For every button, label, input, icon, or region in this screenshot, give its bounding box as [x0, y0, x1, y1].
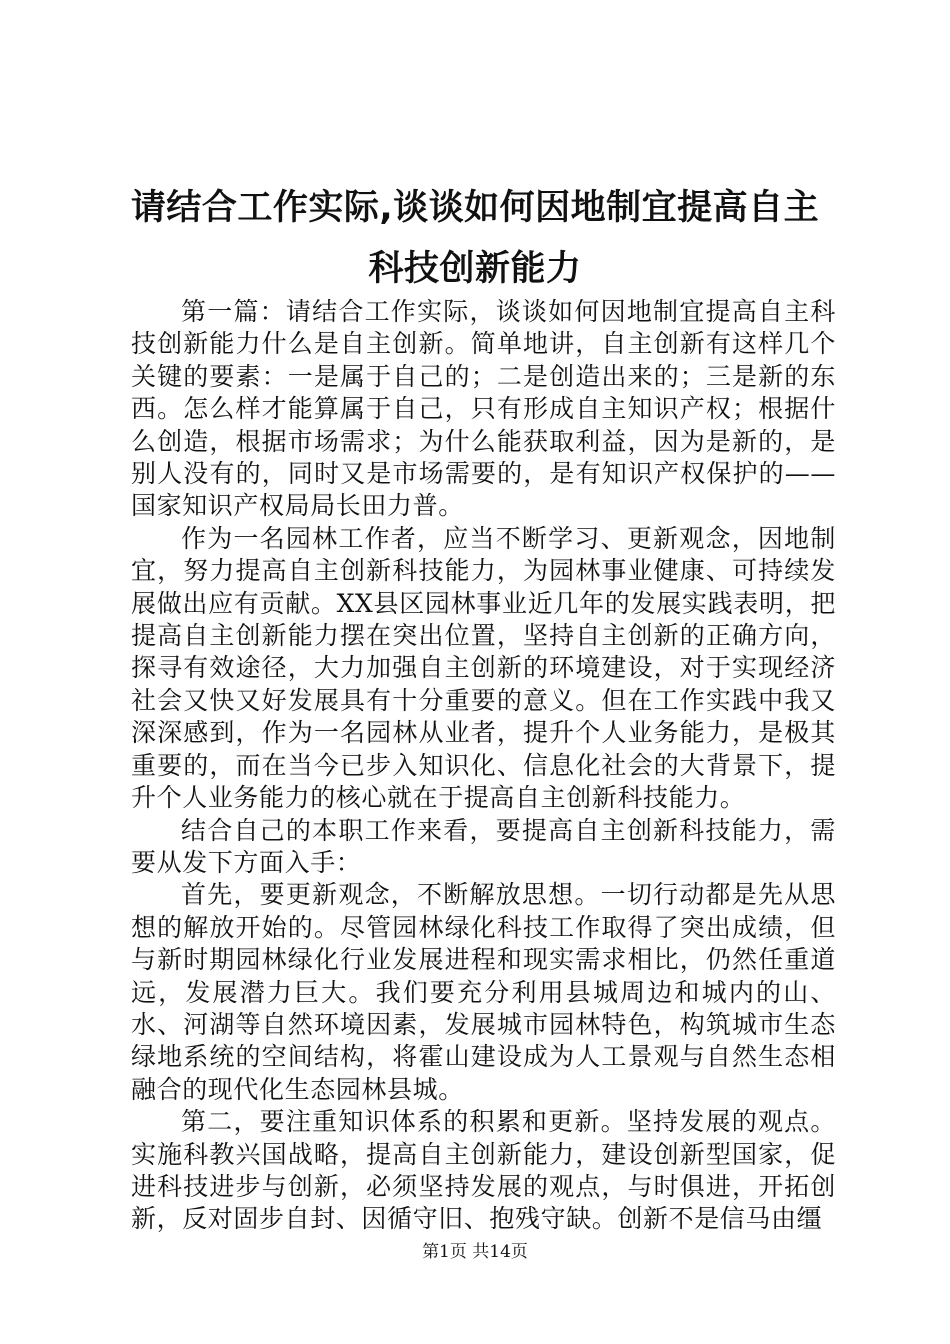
document-title-line-2: 科技创新能力: [368, 249, 582, 289]
paragraph-5: 第二，要注重知识体系的积累和更新。坚持发展的观点。实施科教兴国战略，提高自主创新能力，建设创新型国家，促进科技进步与创新，必须坚持发展的观点，与时俱进，开拓创新，反对固步自封、因循守旧、抱残守缺。创新不是信马由缰: [131, 1107, 836, 1234]
paragraph-4: 首先，要更新观念，不断解放思想。一切行动都是先从思想的解放开始的。尽管园林绿化科技工作取得了突出成绩，但与新时期园林绿化行业发展进程和现实需求相比，仍然任重道远，发展潜力巨大。我们要充分利用县城周边和城内的山、水、河湖等自然环境因素，发展城市园林特色，构筑城市生态绿地系统的空间结构，将霍山建设成为人工景观与自然生态相融合的现代化生态园林县城。: [131, 880, 836, 1104]
document-body: [131, 296, 836, 1236]
paragraph-2: 作为一名园林工作者，应当不断学习、更新观念，因地制宜，努力提高自主创新科技能力，为园林事业健康、可持续发展做出应有贡献。XX县区园林事业近几年的发展实践表明，把提高自主创新能力摆在突出位置，坚持自主创新的正确方向，探寻有效途径，大力加强自主创新的环境建设，对于实现经济社会又快又好发展具有十分重要的意义。但在工作实践中我又深深感到，作为一名园林从业者，提升个人业务能力，是极其重要的，而在当今已步入知识化、信息化社会的大背景下，提升个人业务能力的核心就在于提高自主创新科技能力。: [131, 523, 836, 813]
paragraph-3: 结合自己的本职工作来看，要提高自主创新科技能力，需要从发下方面入手：: [131, 815, 836, 877]
page-footer: 第1页 共14页: [422, 1242, 528, 1262]
paragraph-1: 第一篇：请结合工作实际，谈谈如何因地制宜提高自主科技创新能力什么是自主创新。简单地讲，自主创新有这样几个关键的要素：一是属于自己的；二是创造出来的；三是新的东西。怎么样才能算属于自己，只有形成自主知识产权；根据什么创造，根据市场需求；为什么能获取利益，因为是新的，是别人没有的，同时又是市场需要的，是有知识产权保护的——国家知识产权局局长田力普。: [131, 297, 836, 521]
document-title-line-1: 请结合工作实际,谈谈如何因地制宜提高自主: [130, 188, 820, 228]
